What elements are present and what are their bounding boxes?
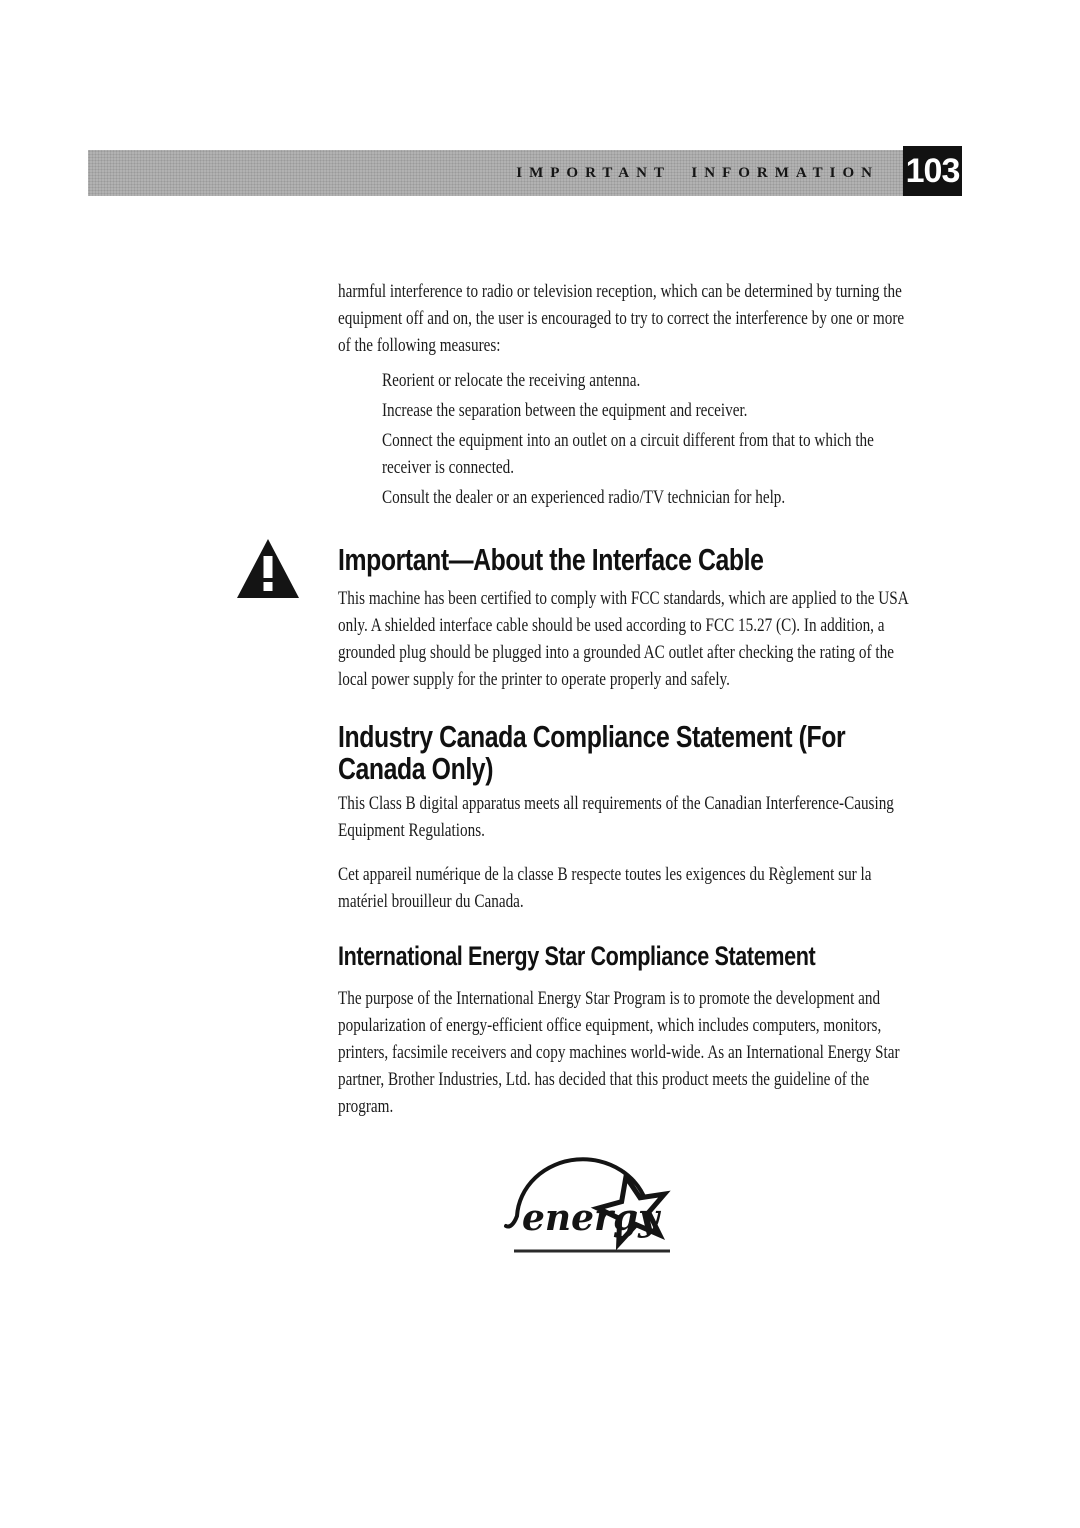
measure-item: Increase the separation between the equipment and receiver. <box>382 400 748 421</box>
header-bar <box>88 150 903 196</box>
energy-star-logo <box>500 1148 682 1260</box>
measure-item: Reorient or relocate the receiving antenna. <box>382 370 641 391</box>
interface-cable-paragraph: This machine has been certified to comply with FCC standards, which are applied to the USA only. A shielded interface cable should be used according to FCC 15.27 (C). In addition, a grounded plug should be plugged into a grounded AC outlet after checking the rating of the local power supply for the printer to operate properly and safely. <box>338 588 908 690</box>
section-heading-industry-canada: Industry Canada Compliance Statement (For Canada Only) <box>338 719 846 786</box>
content-column <box>338 278 910 1120</box>
measure-item: Connect the equipment into an outlet on a circuit different from that to which the receiver is connected. <box>382 430 874 478</box>
header-title: IMPORTANT INFORMATION <box>516 164 879 181</box>
industry-canada-paragraph-fr: Cet appareil numérique de la classe B respecte toutes les exigences du Règlement sur la matériel brouilleur du Canada. <box>338 864 872 912</box>
measures-list <box>382 367 910 511</box>
energy-logo-word: energy <box>522 1197 660 1239</box>
measure-item: Consult the dealer or an experienced radio/TV technician for help. <box>382 487 786 508</box>
warning-triangle-icon <box>236 538 300 600</box>
intro-paragraph: harmful interference to radio or television reception, which can be determined by turning the equipment off and on, the user is encouraged to try to correct the interference by one or more of the following measures: <box>338 281 905 356</box>
page-number-badge: 103 <box>903 146 962 196</box>
section-heading-energy-star: International Energy Star Compliance Statement <box>338 941 816 971</box>
section-heading-interface-cable: Important—About the Interface Cable <box>338 542 764 577</box>
industry-canada-paragraph-en: This Class B digital apparatus meets all requirements of the Canadian Interference-Causing Equipment Regulations. <box>338 793 894 841</box>
energy-star-paragraph: The purpose of the International Energy Star Program is to promote the development and popularization of energy-efficient office equipment, which includes computers, monitors, printers, facsimile receivers and copy machines world-wide. As an International Energy Star partner, Brother Industries, Ltd. has decided that this product meets the guideline of the program. <box>338 988 900 1117</box>
